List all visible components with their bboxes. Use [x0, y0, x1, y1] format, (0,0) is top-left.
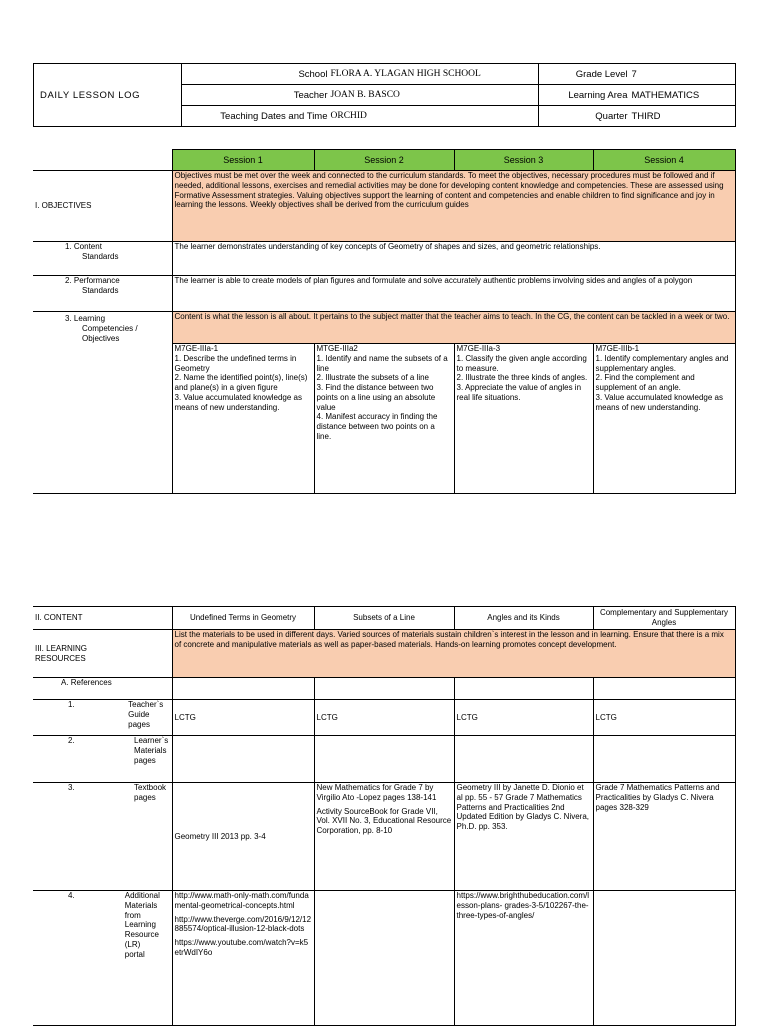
competency-session-2 [314, 344, 454, 494]
content-standards-text: The learner demonstrates understanding of key concepts of Geometry of shapes and sizes, and geometric relationships. [172, 242, 735, 276]
learning-resources-note: List the materials to be used in different days. Varied sources of materials sustain children`s interest in the lesson and in learning. Ensure that there is a mix of concrete and manipulative materials as well as paper-based materials. Hands-on learning promotes concept development. [172, 630, 735, 678]
learning-resources-label: III. LEARNING RESOURCES [33, 630, 172, 678]
list-item: Geometry III 2013 pp. 3-4 [174, 831, 266, 841]
list-item: http://www.math-only-math.com/fundamental-geometrical-concepts.html [174, 891, 309, 910]
textbook-session-1 [172, 783, 314, 891]
references-cell-3 [454, 678, 593, 700]
competency-session-3 [454, 344, 593, 494]
performance-standards-label: 2. Performance Standards [33, 276, 172, 312]
list-item: 3. Appreciate the value of angles in real life situations. [456, 383, 582, 402]
competency-session-1 [172, 344, 314, 494]
list-item: 2. Find the complement and supplement of an angle. [595, 373, 695, 392]
session-4-header: Session 4 [593, 150, 735, 171]
header-table [33, 63, 736, 127]
session-1-header: Session 1 [172, 150, 314, 171]
list-item: 2. Illustrate the three kinds of angles. [456, 373, 588, 383]
list-item: https://www.youtube.com/watch?v=k5etrWdIY6o [174, 938, 309, 957]
list-item: 3. Find the distance between two points on a line using an absolute value [316, 383, 436, 412]
textbook-session-2 [314, 783, 454, 891]
session-3-header: Session 3 [454, 150, 593, 171]
list-item: 1. Identify complementary angles and supplementary angles. [595, 353, 729, 373]
learning-area-value: MATHEMATICS [630, 85, 736, 106]
teachers-guide-label: 1. Teacher`s Guide pages [33, 700, 172, 736]
teachers-guide-session-2: LCTG [314, 700, 454, 736]
content-topic-2: Subsets of a Line [314, 607, 454, 630]
list-item: 1. Identify and name the subsets of a line [316, 353, 448, 373]
grade-level-label: Grade Level [539, 64, 630, 85]
list-item: 3. Value accumulated knowledge as means of new understanding. [174, 392, 302, 412]
learners-materials-session-2 [314, 736, 454, 783]
learning-competencies-label: 3. Learning Competencies / Objectives [33, 312, 172, 494]
teachers-guide-session-4: LCTG [593, 700, 735, 736]
teaching-dates-value: ORCHID [329, 106, 539, 127]
content-topic-4: Complementary and Supplementary Angles [593, 607, 735, 630]
content-topic-3: Angles and its Kinds [454, 607, 593, 630]
content-label: II. CONTENT [33, 607, 172, 630]
list-item: M7GE-IIIa-1 [174, 344, 219, 353]
additional-materials-session-4 [593, 891, 735, 1026]
quarter-label: Quarter [539, 106, 630, 127]
teacher-label: Teacher [182, 85, 329, 106]
school-value: FLORA A. YLAGAN HIGH SCHOOL [329, 64, 539, 85]
list-item: 2. Name the identified point(s), line(s) and plane(s) in a given figure [174, 373, 308, 392]
list-item: 3. Value accumulated knowledge as means of new understanding. [595, 392, 723, 412]
list-item: http://www.theverge.com/2016/9/12/12885574/optical-illusion-12-black-dots [174, 914, 312, 934]
blank-corner [33, 150, 172, 171]
session-2-header: Session 2 [314, 150, 454, 171]
learners-materials-label: 2. Learner`s Materials pages [33, 736, 172, 783]
competency-note: Content is what the lesson is all about. It pertains to the subject matter that the teacher aims to teach. In the CG, the content can be tackled in a week or two. [172, 312, 735, 344]
learning-area-label: Learning Area [539, 85, 630, 106]
textbook-session-3 [454, 783, 593, 891]
list-item: 1. Classify the given angle according to measure. [456, 353, 587, 373]
list-item: Grade 7 Mathematics Patterns and Practicalities by Gladys C. Nivera pages 328-329 [595, 783, 720, 812]
learners-materials-session-1 [172, 736, 314, 783]
list-item: 1. Describe the undefined terms in Geometry [174, 353, 297, 373]
list-item: New Mathematics for Grade 7 by Virgilio Ato -Lopez pages 138-141 [316, 783, 437, 802]
daily-lesson-log-title: DAILY LESSON LOG [34, 64, 182, 127]
list-item: 4. Manifest accuracy in finding the distance between two points on a line. [316, 412, 438, 441]
list-item: https://www.brighthubeducation.com/lesson-plans- grades-3-5/102267-the- three-types-of-angles/ [456, 891, 590, 920]
list-item: M7GE-IIIb-1 [595, 344, 640, 353]
performance-standards-text: The learner is able to create models of plan figures and formulate and solve accurately authentic problems involving sides and angles of a polygon [172, 276, 735, 312]
school-label: School [182, 64, 329, 85]
list-item: MTGE-IIIa2 [316, 344, 358, 353]
references-cell-1 [172, 678, 314, 700]
content-standards-label: 1. Content Standards [33, 242, 172, 276]
list-item: Activity SourceBook for Grade VII, Vol. XVII No. 3, Educational Resource Corporation, pp. 8-10 [316, 806, 452, 835]
list-item: 2. Illustrate the subsets of a line [316, 373, 430, 383]
teachers-guide-session-3: LCTG [454, 700, 593, 736]
content-topic-1: Undefined Terms in Geometry [172, 607, 314, 630]
teachers-guide-session-1: LCTG [172, 700, 314, 736]
objectives-table [33, 149, 736, 494]
references-cell-4 [593, 678, 735, 700]
grade-level-value: 7 [630, 64, 736, 85]
textbook-label: 3. Textbook pages [33, 783, 172, 891]
objectives-note: Objectives must be met over the week and connected to the curriculum standards. To meet the objectives, necessary procedures must be followed and if needed, additional lessons, exercises and remedial activities may be done for developing content knowledge and competencies. These are assessed using Formative Assessment strategies. Valuing objectives support the learning of content and competencies and enable children to find significance and joy in learning the lessons. Weekly objectives shall be derived from the curriculum guides [172, 171, 735, 242]
additional-materials-session-1 [172, 891, 314, 1026]
learners-materials-session-3 [454, 736, 593, 783]
additional-materials-session-3 [454, 891, 593, 1026]
textbook-session-4 [593, 783, 735, 891]
objectives-label: I. OBJECTIVES [33, 171, 172, 242]
additional-materials-session-2 [314, 891, 454, 1026]
competency-session-4 [593, 344, 735, 494]
teaching-dates-label: Teaching Dates and Time [182, 106, 329, 127]
list-item: M7GE-IIIa-3 [456, 344, 501, 353]
teacher-value: JOAN B. BASCO [329, 85, 539, 106]
resources-table [33, 606, 736, 1026]
additional-materials-label: 4. Additional Materials from Learning Resource (LR) portal [33, 891, 172, 1026]
references-cell-2 [314, 678, 454, 700]
list-item: Geometry III by Janette D. Dionio et al pp. 55 - 57 Grade 7 Mathematics Patterns and Practicalities 2nd Updated Edition by Gladys C. Nivera, Ph.D. pp. 353. [456, 783, 590, 831]
learners-materials-session-4 [593, 736, 735, 783]
references-label: A. References [33, 678, 172, 700]
quarter-value: THIRD [630, 106, 736, 127]
